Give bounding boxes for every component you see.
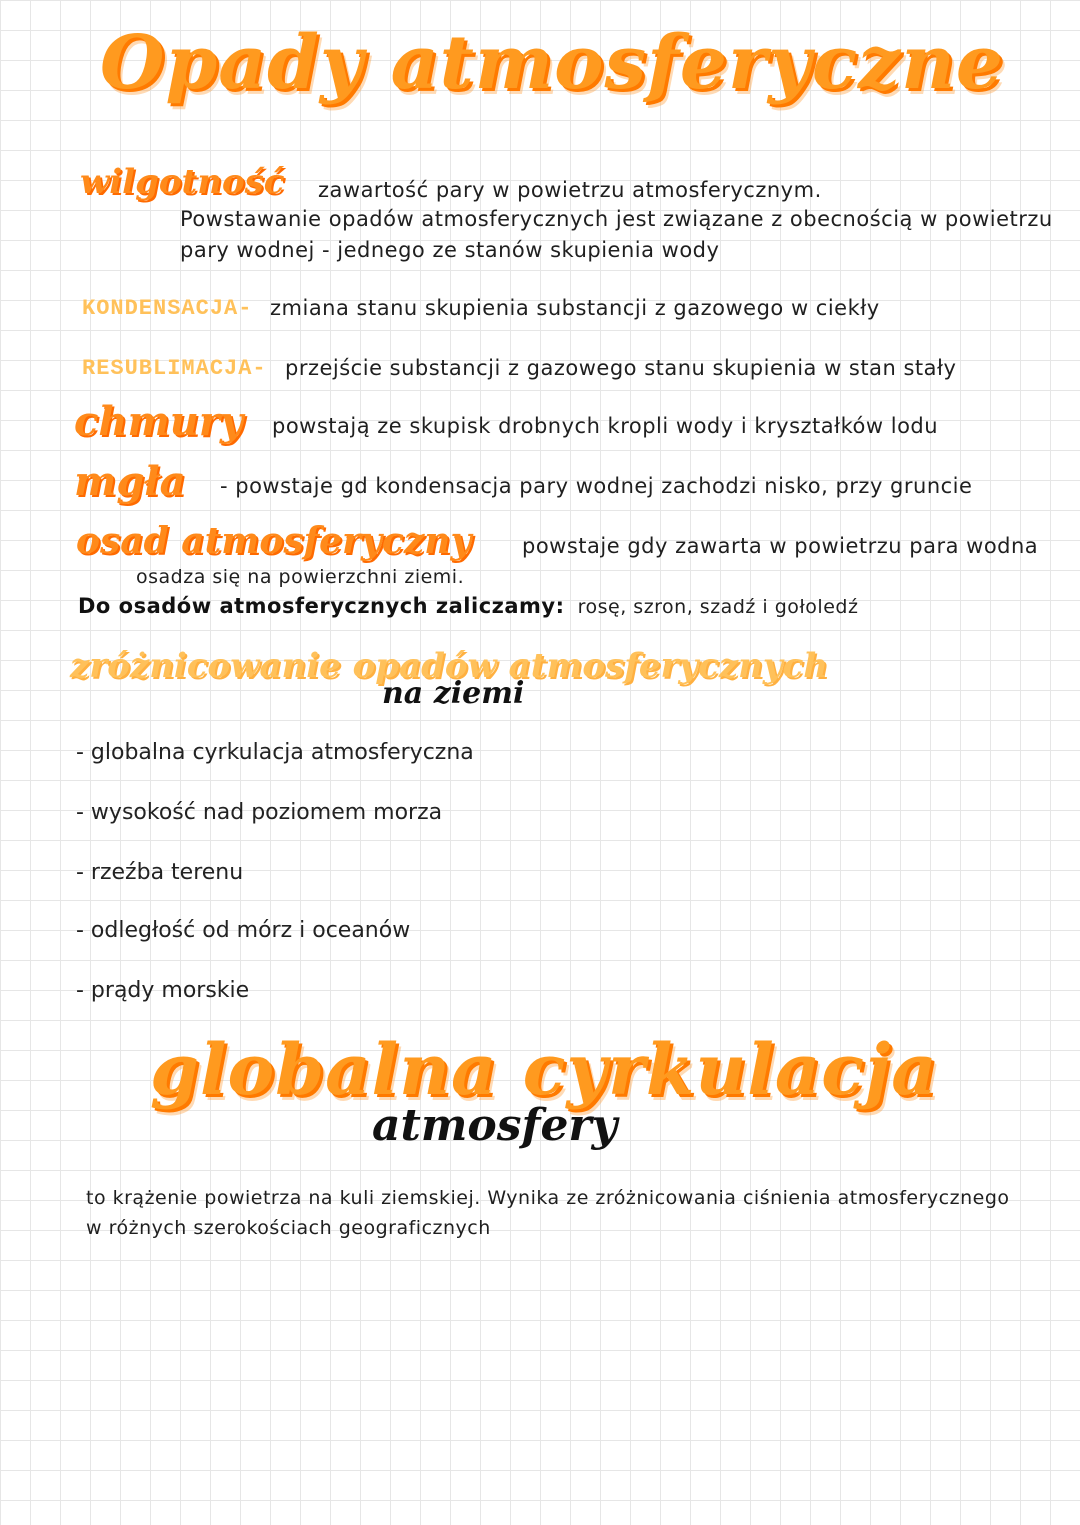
factor-item: - rzeźba terenu [76, 860, 244, 885]
chmury-def: powstają ze skupisk drobnych kropli wody i kryształków lodu [272, 414, 939, 438]
wilgotnosc-def-line3: pary wodnej - jednego ze stanów skupienia wody [180, 238, 720, 262]
cyrkulacja-def-line2: w różnych szerokościach geograficznych [86, 1217, 491, 1239]
resublimacja-def: przejście substancji z gazowego stanu skupienia w stan stały [285, 356, 957, 380]
factor-item: - prądy morskie [76, 978, 250, 1003]
term-chmury: chmury [74, 398, 244, 445]
page-title: Opady atmosferyczne [100, 20, 1004, 106]
factor-item: - globalna cyrkulacja atmosferyczna [76, 740, 474, 765]
kondensacja-def: zmiana stanu skupienia substancji z gazowego w ciekły [270, 296, 880, 320]
factor-item: - odległość od mórz i oceanów [76, 918, 411, 943]
osad-def-line1: powstaje gdy zawarta w powietrzu para wodna [522, 534, 1039, 558]
osady-label: Do osadów atmosferycznych zaliczamy: [78, 594, 565, 618]
cyrkulacja-def-line1: to krążenie powietrza na kuli ziemskiej. Wynika ze zróżnicowania ciśnienia atmosferycznego [86, 1187, 1010, 1209]
mgla-def: - powstaje gd kondensacja pary wodnej zachodzi nisko, przy gruncie [220, 474, 973, 498]
term-kondensacja: KONDENSACJA- [82, 296, 253, 321]
globalna-heading: globalna cyrkulacja [150, 1028, 938, 1111]
term-wilgotnosc: wilgotność [80, 162, 285, 202]
term-resublimacja: RESUBLIMACJA- [82, 356, 267, 381]
wilgotnosc-def-line1: zawartość pary w powietrzu atmosferycznym. [318, 178, 822, 202]
term-mgla: mgła [74, 458, 186, 505]
osady-items: rosę, szron, szadź i gołoledź [577, 596, 859, 618]
zroznicowanie-heading: zróżnicowanie opadów atmosferycznych [70, 646, 829, 686]
osad-def-line2: osadza się na powierzchni ziemi. [136, 566, 465, 588]
term-osad-atmosferyczny: osad atmosferyczny [76, 520, 472, 562]
wilgotnosc-def-line2: Powstawanie opadów atmosferycznych jest związane z obecnością w powietrzu [180, 207, 1053, 231]
zroznicowanie-subheading: na ziemi [382, 676, 525, 711]
globalna-subheading: atmosfery [372, 1100, 618, 1151]
osady-line [78, 594, 858, 618]
factor-item: - wysokość nad poziomem morza [76, 800, 443, 825]
